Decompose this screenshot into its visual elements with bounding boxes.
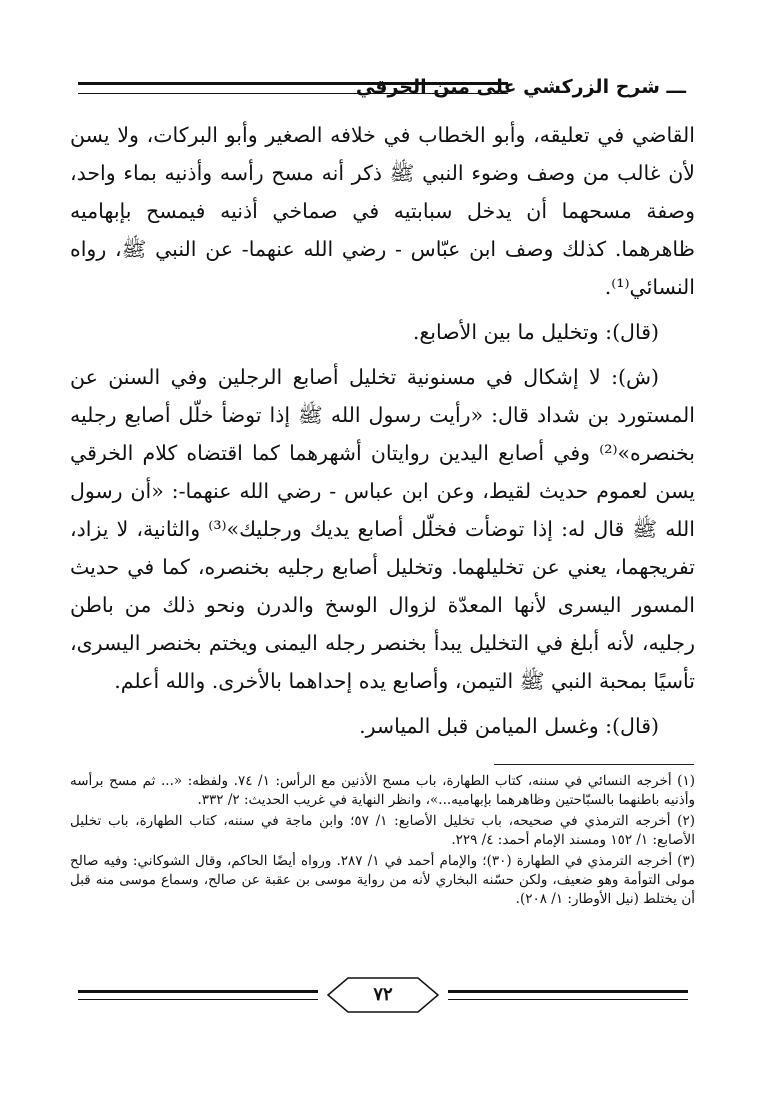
paragraph-3-sharh: (ش): لا إشكال في مسنونية تخليل أصابع الرجلين وفي السنن عن المستورد بن شداد قال: «رأيت رسول الله ﷺ إذا توضأ خلّل أصابع رجليه بخنصره»⁽²⁾ وفي أصابع اليدين روايتان أشهرهما كما اقتضاه كلام الخرقي يسن لعموم حديث لقيط، وعن ابن عباس - رضي الله عنهما-: «أن رسول الله ﷺ قال له: إذا توضأت فخلّل أصابع يديك ورجليك»⁽³⁾ والثانية، لا يزاد، تفريجهما، يعني عن تخليلهما. وتخليل أصابع رجليه بخنصره، كما في حديث المسور اليسرى لأنها المعدّة لزوال الوسخ والدرن ونحو ذلك من باطن رجليه، لأنه أبلغ في التخليل يبدأ بخنصر رجله اليمنى ويختم بخنصر اليسرى، تأسيًا بمحبة النبي ﷺ التيمن، وأصابع يده إحداهما بالأخرى. والله أعلم. [70, 365, 695, 693]
running-header-title: ـــ شرح الزركشي على متن الخرقي [355, 76, 686, 98]
footnote-2: (٢) أخرجه الترمذي في صحيحه، باب تخليل الأصابع: ١/ ٥٧؛ وابن ماجة في سننه، كتاب الطهارة، باب تخليل الأصابع: ١/ ١٥٢ ومسند الإمام أحمد: ٤/ ٢٢٩. [70, 813, 695, 848]
paragraph-1: القاضي في تعليقه، وأبو الخطاب في خلافه الصغير وأبو البركات، ولا يسن لأن غالب من وصف وضوء النبي ﷺ ذكر أنه مسح رأسه وأذنيه بماء واحد، وصفة مسحهما أن يدخل سبابتيه في صماخي أذنيه فيمسح بإبهاميه ظاهرهما. كذلك وصف ابن عبّاس - رضي الله عنهما- عن النبي ﷺ، رواه النسائي⁽¹⁾. [70, 123, 695, 299]
footnote-separator [494, 764, 694, 765]
footer-rule-left [78, 990, 318, 1000]
footnote-1: (١) أخرجه النسائي في سننه، كتاب الطهارة، باب مسح الأذنين مع الرأس: ١/ ٧٤. ولفظه: «... ثم مسح برأسه وأذنيه باطنهما بالسبّاحتين وظاهرهما بإبهاميه...»، وانظر النهاية في غريب الحديث: ٢/ ٣٣٢. [70, 773, 695, 808]
running-header [78, 74, 686, 104]
page-footer [78, 976, 688, 1016]
footnotes [70, 772, 695, 911]
paragraph-4-qala: (قال): وغسل الميامن قبل المياسر. [359, 714, 659, 738]
paragraph-2-qala: (قال): وتخليل ما بين الأصابع. [412, 320, 659, 344]
page-number: ٧٢ [373, 984, 393, 1005]
footnote-3: (٣) أخرجه الترمذي في الطهارة (٣٠)؛ والإمام أحمد في ١/ ٢٨٧. ورواه أيضًا الحاكم، وقال الشوكاني: وفيه صالح مولى التوأمة وهو ضعيف، ولكن حسّنه البخاري لأنه من رواية موسى بن عقبة عن صالح، وسماع موسى منه قبل أن يختلط (نيل الأوطار: ١/ ٢٠٨). [70, 853, 695, 907]
main-text [70, 116, 695, 745]
header-double-rule [78, 82, 508, 94]
footer-rule-right [448, 990, 688, 1000]
